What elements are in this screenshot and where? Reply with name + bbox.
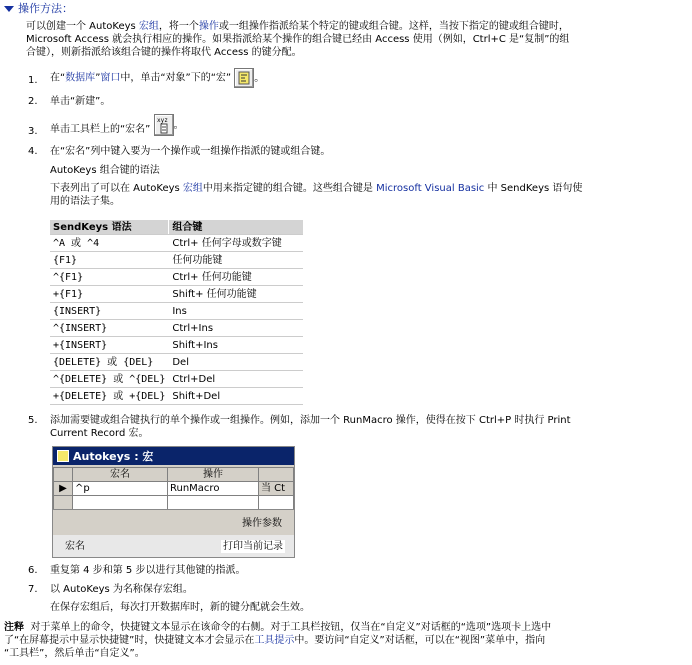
column-header-comment [259, 468, 294, 482]
table-row [50, 303, 303, 320]
row-selector[interactable] [54, 496, 73, 510]
argument-name-label: 宏名 [65, 541, 85, 552]
table-row [50, 286, 303, 303]
database-link[interactable]: 数据库 [65, 72, 96, 84]
table-cell: Ctrl+Ins [169, 320, 304, 337]
table-cell: ^{F1} [50, 269, 169, 286]
table-row [50, 252, 303, 269]
intro-text: 合键），则新指派给该组合键的操作将取代 Access 的键分配。 [26, 47, 302, 58]
intro-paragraph [26, 20, 686, 59]
note-text: 中。要访问“自定义”对话框，可以在“视图”菜单中，指向 [294, 635, 546, 646]
intro-text: 或一组操作指派给某个特定的键或组合键。这样，当按下指定的键或组合键时， [218, 21, 569, 32]
table-cell: ^{DELETE} 或 ^{DEL} [50, 371, 169, 388]
intro-text: ，将一个 [158, 21, 199, 32]
table-row [50, 388, 303, 405]
step-5 [50, 414, 686, 440]
step-text: 添加需要键或组合键执行的单个操作或一组操作。例如，添加一个 RunMacro 操作，使得在按下 Ctrl+P 时执行 Print [50, 415, 571, 426]
syntax-text: 中用来指定键的组合键。这些组合键是 [202, 183, 377, 194]
step-text: 在“ [50, 72, 66, 84]
step-2: 单击“新建”。 [50, 96, 111, 107]
table-header: 组合键 [169, 220, 304, 235]
argument-value-field[interactable]: 打印当前记录 [223, 541, 283, 552]
after-save-text: 在保存宏组后，每次打开数据库时，新的键分配就会生效。 [50, 602, 310, 613]
step-number: 7. [28, 584, 38, 595]
table-row [50, 337, 303, 354]
column-header-action: 操作 [168, 468, 259, 482]
table-header: SendKeys 语法 [50, 220, 169, 235]
expand-triangle-icon [4, 6, 14, 12]
step-4: 在“宏名”列中键入要为一个操作或一组操作指派的键或组合键。 [50, 146, 331, 157]
step-number: 2. [28, 96, 38, 107]
table-cell: {DELETE} 或 {DEL} [50, 354, 169, 371]
step-number: 5. [28, 415, 38, 426]
step-number: 6. [28, 565, 38, 576]
note-text: 了“在屏幕提示中显示快捷键”时，快捷键文本才会显示在 [4, 635, 255, 646]
table-cell: Ins [169, 303, 304, 320]
step-number: 3. [28, 126, 38, 137]
comment-cell[interactable]: 当 Ct [259, 482, 294, 496]
step-number: 4. [28, 146, 38, 157]
step-text: 单击工具栏上的“宏名” [50, 124, 151, 135]
note-label: 注释 [4, 622, 24, 633]
table-cell: +{DELETE} 或 +{DEL} [50, 388, 169, 405]
svg-text:xyz: xyz [156, 117, 168, 124]
macro-names-icon [154, 114, 174, 136]
syntax-text: 下表列出了可以在 AutoKeys [50, 183, 183, 194]
step-text: Current Record 宏。 [50, 428, 149, 439]
table-row [50, 371, 303, 388]
table-header-row [50, 220, 303, 235]
table-cell: ^A 或 ^4 [50, 235, 169, 252]
step-6: 重复第 4 步和第 5 步以进行其他键的指派。 [50, 565, 246, 576]
table-row[interactable] [54, 496, 294, 510]
step-number: 1. [28, 75, 38, 86]
step-1: 在“数据库”窗口中，单击“对象”下的“宏” 。 [50, 68, 686, 88]
window-link[interactable]: 窗口 [100, 72, 121, 84]
step-3: 单击工具栏上的“宏名” xyz 。 [50, 114, 686, 136]
table-cell: Shift+Del [169, 388, 304, 405]
screentip-link[interactable]: 工具提示 [254, 635, 295, 646]
note-paragraph [4, 621, 688, 660]
table-cell: {INSERT} [50, 303, 169, 320]
table-cell: Shift+Ins [169, 337, 304, 354]
action-cell[interactable]: RunMacro [168, 482, 259, 496]
grid-header-row [54, 468, 294, 482]
table-row[interactable] [54, 482, 294, 496]
row-selector-header [54, 468, 73, 482]
sendkeys-table [50, 220, 303, 405]
table-cell: Shift+ 任何功能键 [169, 286, 304, 303]
table-cell: +{INSERT} [50, 337, 169, 354]
syntax-title: AutoKeys 组合键的语法 [50, 165, 160, 176]
table-row [50, 235, 303, 252]
intro-text: 可以创建一个 AutoKeys [26, 21, 139, 32]
table-row [50, 354, 303, 371]
macro-group-link[interactable]: 宏组 [138, 21, 159, 32]
row-selector-arrow-icon[interactable]: ▶ [54, 482, 73, 496]
divider [53, 509, 294, 510]
table-row [50, 320, 303, 337]
table-cell: +{F1} [50, 286, 169, 303]
syntax-text: 用的语法子集。 [50, 196, 120, 207]
macro-design-grid [53, 467, 294, 510]
intro-text: Microsoft Access 就会执行相应的操作。如果指派给某个操作的组合键已经由 Access 使用（例如，Ctrl+C 是“复制”的组 [26, 34, 570, 45]
action-arguments-label: 操作参数 [242, 518, 282, 529]
table-cell: Del [169, 354, 304, 371]
macro-name-cell[interactable] [73, 496, 168, 510]
macro-name-cell[interactable]: ^p [73, 482, 168, 496]
table-cell: {F1} [50, 252, 169, 269]
table-cell: Ctrl+ 任何功能键 [169, 269, 304, 286]
step-text: 中，单击“对象”下的“宏” [120, 72, 232, 84]
syntax-text: 中 SendKeys 语句使 [484, 183, 583, 194]
comment-cell[interactable] [259, 496, 294, 510]
arguments-row [53, 535, 294, 557]
table-row [50, 269, 303, 286]
column-header-macro-name: 宏名 [73, 468, 168, 482]
step-text: ” [95, 72, 101, 84]
note-text: “工具栏”，然后单击“自定义”。 [4, 648, 145, 659]
action-link[interactable]: 操作 [198, 21, 219, 32]
macro-object-icon [234, 68, 254, 88]
action-cell[interactable] [168, 496, 259, 510]
autokeys-macro-window [52, 446, 295, 558]
step-7: 以 AutoKeys 为名称保存宏组。 [50, 584, 193, 595]
macro-window-icon [57, 450, 69, 462]
syntax-description [50, 182, 686, 208]
table-cell: Ctrl+Del [169, 371, 304, 388]
macro-group-link[interactable]: 宏组 [182, 183, 203, 194]
visual-basic-link[interactable]: Microsoft Visual Basic [376, 183, 485, 194]
window-titlebar [53, 447, 294, 465]
section-heading-label: 操作方法： [18, 2, 73, 15]
table-cell: 任何功能键 [169, 252, 304, 269]
note-text: 对于菜单上的命令，快捷键文本显示在该命令的右侧。对于工具栏按钮，仅当在“自定义”对话框的“选项”选项卡上选中 [30, 622, 552, 633]
window-title: Autokeys : 宏 [73, 449, 154, 463]
section-heading[interactable] [4, 2, 73, 15]
table-cell: ^{INSERT} [50, 320, 169, 337]
table-cell: Ctrl+ 任何字母或数字键 [169, 235, 304, 252]
